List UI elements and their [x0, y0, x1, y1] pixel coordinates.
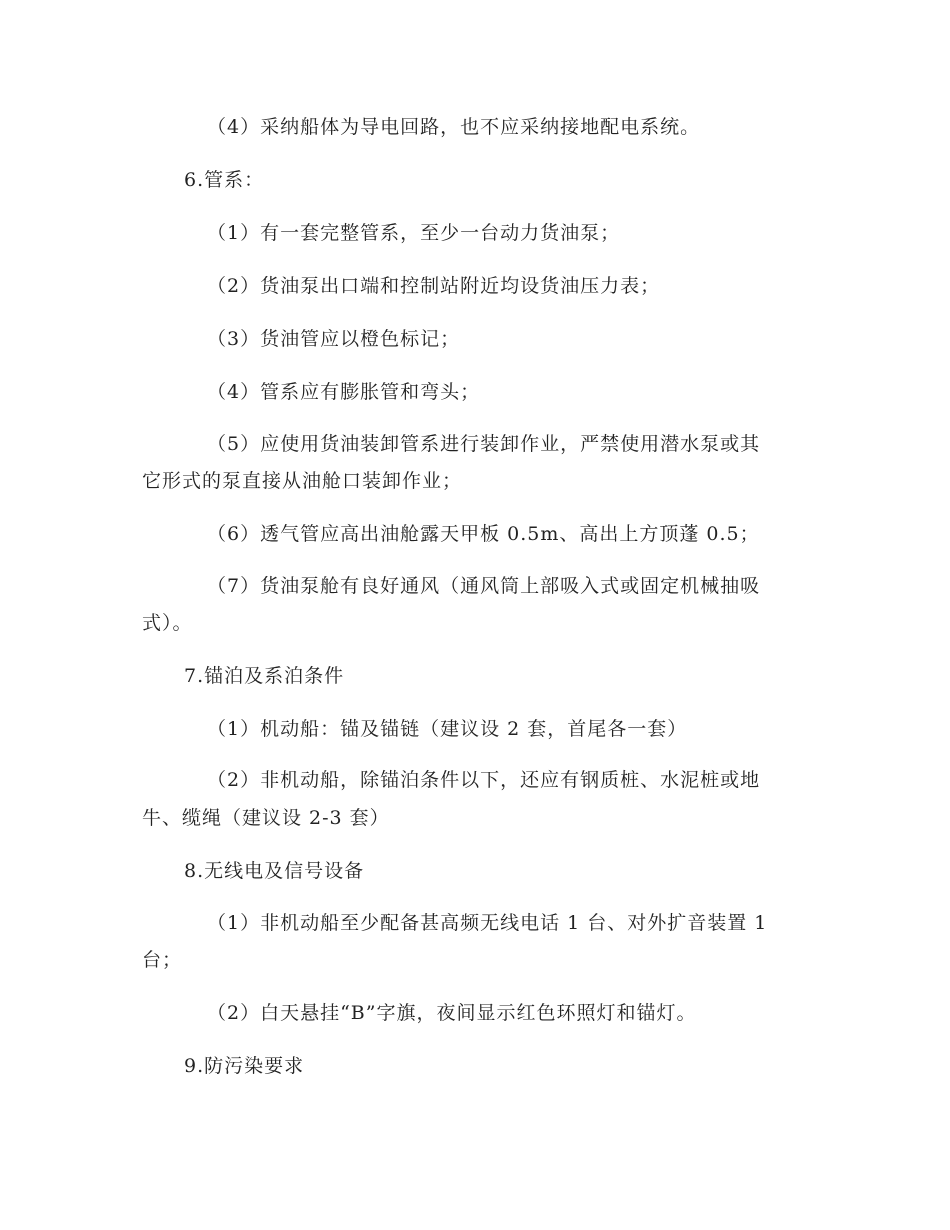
section-heading: 7.锚泊及系泊条件	[184, 665, 345, 687]
paragraph-line: （7）货油泵舱有良好通风（通风筒上部吸入式或固定机械抽吸	[207, 575, 761, 597]
paragraph-line: （2）非机动船，除锚泊条件以下，还应有钢质桩、水泥桩或地	[207, 769, 761, 791]
section-heading: 6.管系：	[184, 169, 265, 191]
paragraph-line: 台；	[142, 949, 183, 971]
paragraph-line: 式）。	[142, 612, 193, 634]
section-heading: 8.无线电及信号设备	[184, 860, 365, 882]
paragraph-line: （2）货油泵出口端和控制站附近均设货油压力表；	[207, 275, 661, 297]
paragraph-line: （5）应使用货油装卸管系进行装卸作业，严禁使用潜水泵或其	[207, 433, 761, 455]
paragraph-line: （1）机动船：锚及锚链（建议设 2 套，首尾各一套）	[207, 718, 688, 740]
paragraph-line: （4）管系应有膨胀管和弯头；	[207, 381, 481, 403]
paragraph-line: （1）有一套完整管系，至少一台动力货油泵；	[207, 222, 621, 244]
section-heading: 9.防污染要求	[184, 1055, 305, 1077]
paragraph-line: （6）透气管应高出油舱露天甲板 0.5m、高出上方顶蓬 0.5；	[207, 523, 760, 545]
paragraph-line: （3）货油管应以橙色标记；	[207, 328, 461, 350]
paragraph-line: （2）白天悬挂“B”字旗，夜间显示红色环照灯和锚灯。	[207, 1002, 697, 1024]
paragraph-line: （1）非机动船至少配备甚高频无线电话 1 台、对外扩音装置 1	[207, 912, 768, 934]
paragraph-line: 牛、缆绳（建议设 2-3 套）	[142, 807, 390, 829]
paragraph-line: （4）采纳船体为导电回路，也不应采纳接地配电系统。	[207, 116, 701, 138]
paragraph-line: 它形式的泵直接从油舱口装卸作业；	[142, 470, 463, 492]
